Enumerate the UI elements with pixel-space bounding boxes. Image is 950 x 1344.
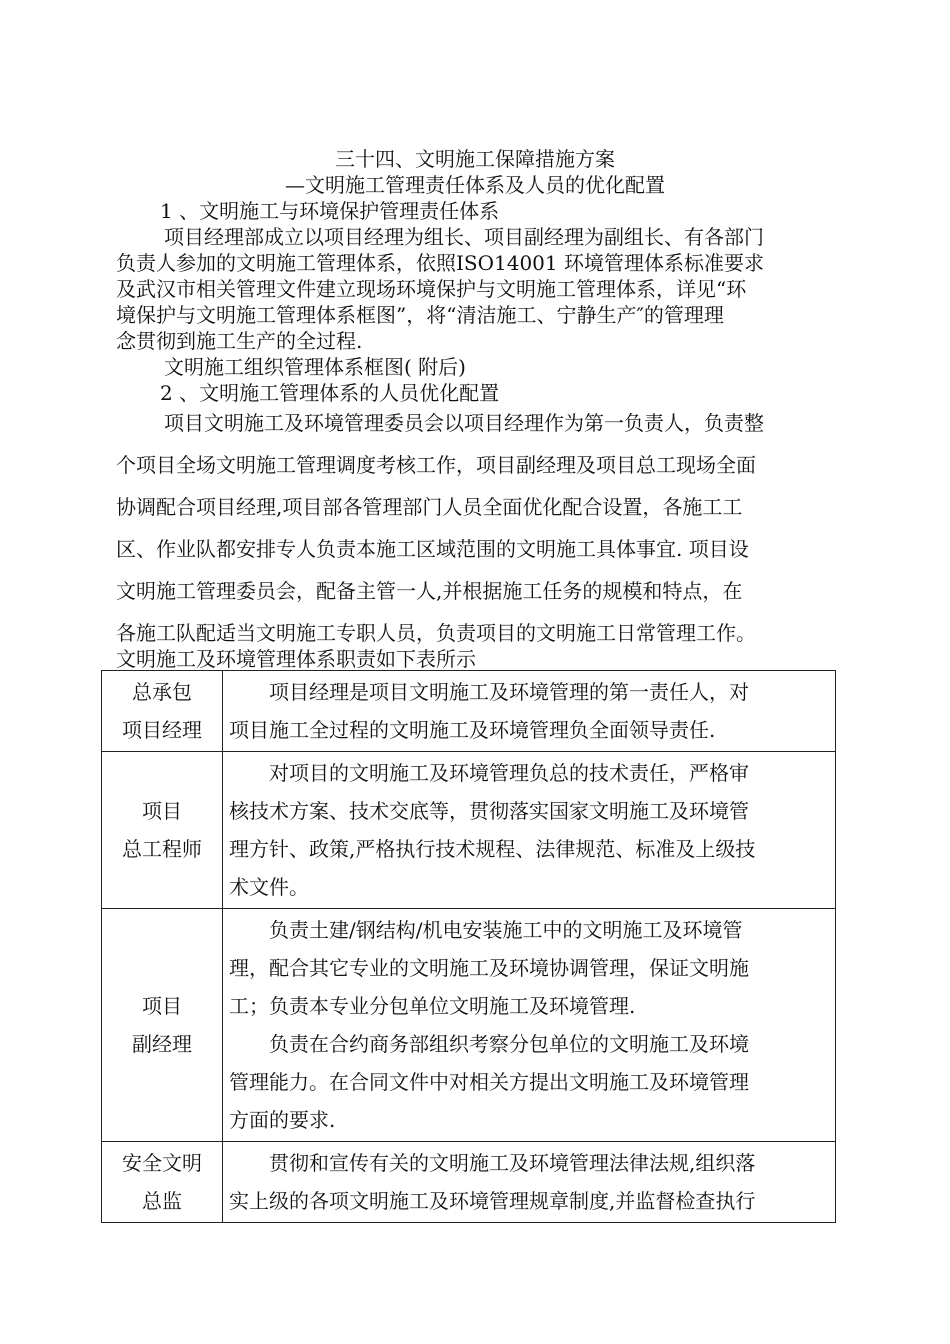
paragraph-line: 各施工队配适当文明施工专职人员，负责项目的文明施工日常管理工作。 bbox=[116, 621, 756, 645]
paragraph-line: 念贯彻到施工生产的全过程. bbox=[116, 329, 363, 353]
responsibility-table bbox=[101, 670, 836, 1223]
duty-cell: 负责土建/钢结构/机电安装施工中的文明施工及环境管 理，配合其它专业的文明施工及环境协调管理，保证文明施 工；负责本专业分包单位文明施工及环境管理. 负责在合约商务部组织考察分包单位的文明施工及环境 管理能力。在合同文件中对相关方提出文明施工及环境管理 方面的要求. bbox=[223, 909, 836, 1142]
table-caption: 文明施工及环境管理体系职责如下表所示 bbox=[116, 647, 476, 671]
document-title: 三十四、文明施工保障措施方案 bbox=[335, 147, 615, 171]
section-1-heading: 1 、文明施工与环境保护管理责任体系 bbox=[160, 199, 500, 223]
paragraph-line: 项目文明施工及环境管理委员会以项目经理作为第一负责人，负责整 bbox=[164, 411, 764, 435]
table-row bbox=[102, 752, 836, 909]
duty-cell: 贯彻和宣传有关的文明施工及环境管理法律法规,组织落 实上级的各项文明施工及环境管理规章制度,并监督检查执行 bbox=[223, 1142, 836, 1223]
role-cell: 项目 总工程师 bbox=[102, 752, 223, 909]
role-cell: 总承包 项目经理 bbox=[102, 671, 223, 752]
chart-note: 文明施工组织管理体系框图( 附后) bbox=[164, 355, 466, 379]
paragraph-line: 项目经理部成立以项目经理为组长、项目副经理为副组长、有各部门 bbox=[164, 225, 764, 249]
document-subtitle: —文明施工管理责任体系及人员的优化配置 bbox=[285, 173, 665, 197]
duty-cell: 对项目的文明施工及环境管理负总的技术责任，严格审 核技术方案、技术交底等，贯彻落实国家文明施工及环境管 理方针、政策,严格执行技术规程、法律规范、标准及上级技 术文件。 bbox=[223, 752, 836, 909]
paragraph-line: 区、作业队都安排专人负责本施工区域范围的文明施工具体事宜. 项目设 bbox=[116, 537, 749, 561]
paragraph-line: 协调配合项目经理,项目部各管理部门人员全面优化配合设置，各施工工 bbox=[116, 495, 743, 519]
table-row bbox=[102, 909, 836, 1142]
paragraph-line: 及武汉市相关管理文件建立现场环境保护与文明施工管理体系，详见“环 bbox=[116, 277, 747, 301]
section-2-heading: 2 、文明施工管理体系的人员优化配置 bbox=[160, 381, 500, 405]
duty-cell: 项目经理是项目文明施工及环境管理的第一责任人，对 项目施工全过程的文明施工及环境管理负全面领导责任. bbox=[223, 671, 836, 752]
paragraph-line: 个项目全场文明施工管理调度考核工作，项目副经理及项目总工现场全面 bbox=[116, 453, 756, 477]
paragraph-line: 境保护与文明施工管理体系框图”，将“清洁施工、宁静生产″的管理理 bbox=[116, 303, 724, 327]
table-row bbox=[102, 1142, 836, 1223]
paragraph-line: 文明施工管理委员会，配备主管一人,并根据施工任务的规模和特点，在 bbox=[116, 579, 743, 603]
role-cell: 项目 副经理 bbox=[102, 909, 223, 1142]
paragraph-line: 负责人参加的文明施工管理体系，依照ISO14001 环境管理体系标准要求 bbox=[116, 251, 764, 275]
role-cell: 安全文明 总监 bbox=[102, 1142, 223, 1223]
table-row bbox=[102, 671, 836, 752]
